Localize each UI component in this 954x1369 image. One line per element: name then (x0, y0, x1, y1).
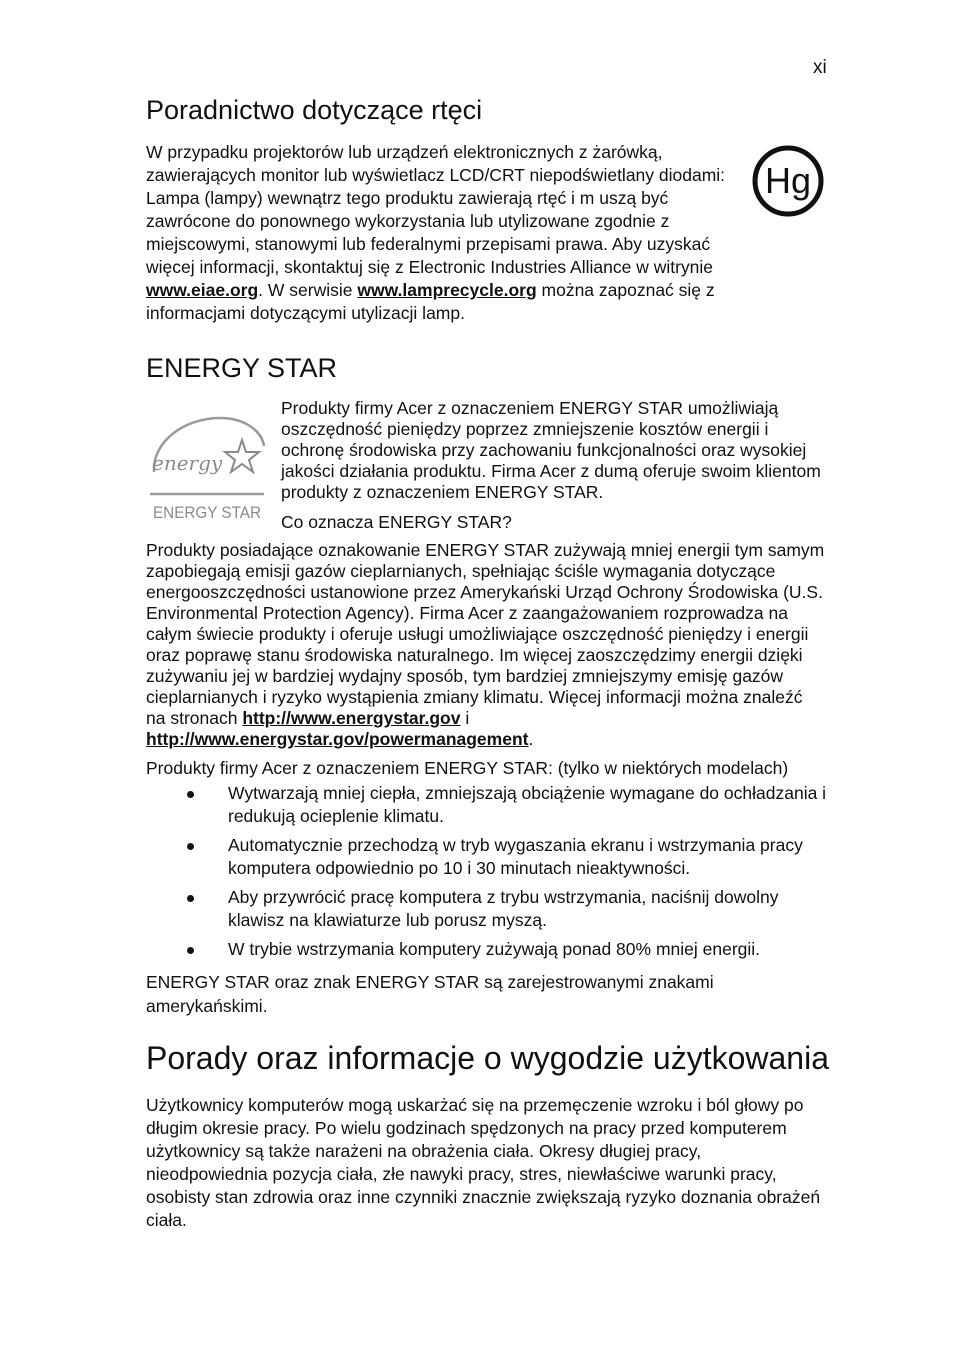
eiae-link[interactable]: www.eiae.org (146, 280, 259, 300)
list-item (146, 834, 836, 880)
list-item-text: W trybie wstrzymania komputery zużywają ponad 80% mniej energii. (228, 939, 761, 959)
list-item (146, 886, 836, 932)
bullet-icon (187, 947, 194, 954)
features-list (146, 782, 836, 967)
list-item-text: Automatycznie przechodzą w tryb wygaszania ekranu i wstrzymania pracy komputera odpowiednio po 10 i 30 minutach nieaktywności. (228, 835, 803, 878)
powermanagement-link[interactable]: http://www.energystar.gov/powermanagement (146, 729, 529, 749)
energy-star-question: Co oznacza ENERGY STAR? (281, 512, 512, 532)
energy-star-answer-text: Produkty posiadające oznakowanie ENERGY STAR zużywają mniej energii tym samym zapobiegają emisji gazów cieplarnianych, spełniając ściśle wymagania dotyczące energooszczędności ustanowione przez Amerykański Urząd Ochrony Środowiska (U.S. Environmental Protection Agency). Firma Acer z zaangażowaniem rozprowadza na całym świecie produkty i oferuje usługi umożliwiające oszczędność pieniędzy i energii oraz poprawę stanu środowiska naturalnego. Im więcej zaoszczędzimy energii dzięki zużywaniu jej w bardziej wydajny sposób, tym bardziej zmniejszymy emisję gazów cieplarnianych i ryzyko wystąpienia zmiany klimatu. Więcej informacji można znaleźć na stronach (146, 540, 825, 728)
mercury-text-2: . W serwisie (258, 280, 358, 300)
ergonomics-paragraph: Użytkownicy komputerów mogą uskarżać się na przemęczenie wzroku i ból głowy po długim okresie pracy. Po wielu godzinach spędzonych na pracy przed komputerem użytkownicy są także narażeni na obrażenia ciała. Okresy długiej pracy, nieodpowiednia pozycja ciała, złe nawyki pracy, stres, niewłaściwe warunki pracy, osobisty stan zdrowia oraz inne czynniki znacznie zwiększają ryzyko doznania obrażeń ciała. (146, 1095, 821, 1230)
energy-star-intro: Produkty firmy Acer z oznaczeniem ENERGY STAR umożliwiają oszczędność pieniędzy poprzez zmniejszenie kosztów energii i ochronę środowiska przy zachowaniu funkcjonalności oraz wysokiej jakości działania produktu. Firma Acer z dumą oferuje swoim klientom produkty z oznaczeniem ENERGY STAR. (281, 398, 821, 502)
answer-end: . (528, 729, 534, 749)
energystar-link[interactable]: http://www.energystar.gov (242, 708, 461, 728)
energy-star-heading: ENERGY STAR (146, 353, 338, 383)
lamprecycle-link[interactable]: www.lamprecycle.org (357, 280, 537, 300)
bullet-icon (187, 843, 194, 850)
link-joiner: i (460, 708, 470, 728)
list-item-text: Aby przywrócić pracę komputera z trybu wstrzymania, naciśnij dowolny klawisz na klawiaturze lub porusz myszą. (228, 887, 779, 930)
energy-star-logo-caption: ENERGY STAR (153, 503, 261, 522)
mercury-text-1: W przypadku projektorów lub urządzeń elektronicznych z żarówką, zawierających monitor lub wyświetlacz LCD/CRT niepodświetlany diodami: Lampa (lampy) wewnątrz tego produktu zawierają rtęć i m uszą być zawrócone do ponownego wykorzystania lub utylizowane zgodnie z miejscowymi, stanowymi lub federalnymi przepisami prawa. Aby uzyskać więcej informacji, skontaktuj się z Electronic Industries Alliance w witrynie (146, 142, 726, 277)
bullet-icon (187, 895, 194, 902)
ergonomics-heading: Porady oraz informacje o wygodzie użytkowania (146, 1040, 829, 1076)
mercury-paragraph (146, 141, 738, 325)
trademark-note: ENERGY STAR oraz znak ENERGY STAR są zarejestrowanymi znakami amerykańskimi. (146, 972, 714, 1016)
list-item (146, 782, 836, 828)
mercury-heading: Poradnictwo dotyczące rtęci (146, 95, 483, 125)
hg-symbol-text: Hg (764, 160, 812, 201)
list-item (146, 938, 836, 961)
mercury-text-3: można zapoznać się z informacjami dotyczącymi utylizacji lamp. (146, 280, 715, 323)
list-item-text: Wytwarzają mniej ciepła, zmniejszają obciążenie wymagane do ochładzania i redukują ocieplenie klimatu. (228, 783, 827, 826)
bullet-icon (187, 791, 194, 798)
page-number: xi (813, 57, 827, 78)
energy-star-logo (146, 410, 268, 528)
energy-star-answer (146, 540, 826, 750)
mercury-hg-icon (751, 144, 825, 218)
features-intro: Produkty firmy Acer z oznaczeniem ENERGY STAR: (tylko w niektórych modelach) (146, 758, 789, 778)
energy-script-text: energy (152, 451, 223, 475)
